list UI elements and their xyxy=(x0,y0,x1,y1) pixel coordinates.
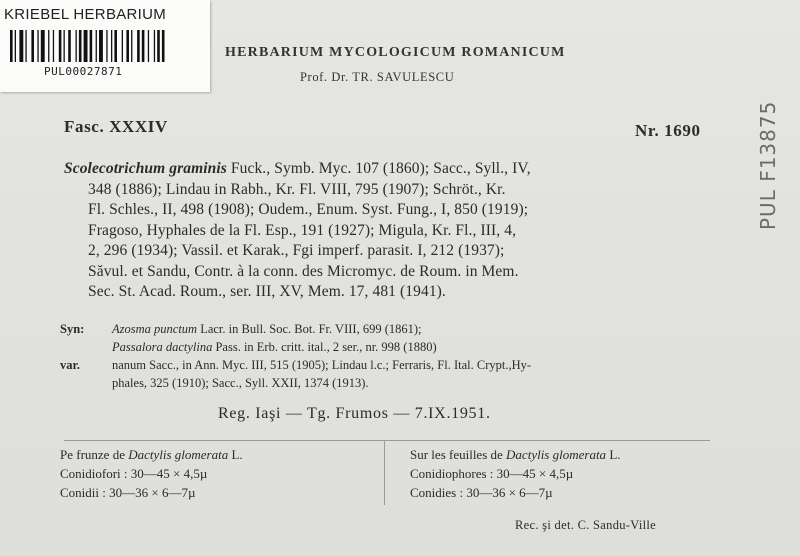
conidiophores-ro: Conidiofori : 30—45 × 4,5µ xyxy=(60,466,208,481)
variety-row xyxy=(60,374,710,392)
romanian-description xyxy=(60,445,243,502)
divider-vertical xyxy=(384,441,385,505)
ref-line: Fragoso, Hyphales de la Fl. Esp., 191 (1927); Migula, Kr. Fl., III, 4, xyxy=(88,221,517,239)
syn-key: Syn: xyxy=(60,322,85,336)
variety-ref: phales, 325 (1910); Sacc., Syll. XXII, 1374 (1913). xyxy=(112,376,369,390)
handwritten-stamp xyxy=(748,100,788,238)
taxon-name: Scolecotrichum graminis xyxy=(64,160,227,177)
conidiophores-fr: Conidiophores : 30—45 × 4,5µ xyxy=(410,466,574,481)
synonyms-block xyxy=(60,320,710,392)
collector-note: Rec. şi det. C. Sandu-Ville xyxy=(515,518,657,532)
variety-row xyxy=(60,356,710,374)
host-name: Dactylis glomerata xyxy=(506,447,607,462)
ref-line: 2, 296 (1934); Vassil. et Karak., Fgi imperf. parasit. I, 212 (1937); xyxy=(88,242,505,259)
host-prefix: Pe frunze de xyxy=(60,447,129,462)
french-description xyxy=(410,445,621,502)
synonym-ref: Lacr. in Bull. Soc. Bot. Fr. VIII, 699 (1861); xyxy=(197,322,422,336)
herbarium-title: HERBARIUM MYCOLOGICUM ROMANICUM xyxy=(225,45,566,60)
specimen-label xyxy=(0,0,210,92)
synonym-row xyxy=(60,320,710,338)
ref-line: Fuck., Symb. Myc. 107 (1860); Sacc., Syll., IV, xyxy=(226,160,531,177)
ref-line: 348 (1886); Lindau in Rabh., Kr. Fl. VIII, 795 (1907); Schröt., Kr. xyxy=(88,180,506,198)
taxon-reference xyxy=(64,159,706,303)
fascicle-number: Fasc. XXXIV xyxy=(64,117,168,136)
host-prefix: Sur les feuilles de xyxy=(410,447,507,462)
synonym-ref: Pass. in Erb. critt. ital., 2 ser., nr. 998 (1880) xyxy=(212,340,437,354)
host-suffix: L. xyxy=(606,447,621,462)
barcode-icon xyxy=(8,30,204,64)
conidia-fr: Conidies : 30—36 × 6—7µ xyxy=(410,485,553,500)
synonym-name: Azosma punctum xyxy=(112,322,198,336)
var-key: var. xyxy=(60,358,81,372)
label-title: KRIEBEL HERBARIUM xyxy=(4,6,167,23)
host-suffix: L. xyxy=(228,447,243,462)
host-name: Dactylis glomerata xyxy=(128,447,229,462)
conidia-ro: Conidii : 30—36 × 6—7µ xyxy=(60,485,196,500)
ref-line: Sec. St. Acad. Roum., ser. III, XV, Mem. 17, 481 (1941). xyxy=(88,283,446,300)
barcode-number: PUL00027871 xyxy=(44,65,123,78)
ref-line: Fl. Schles., II, 498 (1908); Oudem., Enum. Syst. Fung., I, 850 (1919); xyxy=(88,201,529,218)
herbarium-subtitle: Prof. Dr. TR. SAVULESCU xyxy=(300,70,455,84)
synonym-name: Passalora dactylina xyxy=(112,340,213,354)
locality-date: Reg. Iaşi — Tg. Frumos — 7.IX.1951. xyxy=(218,405,491,422)
stamp-number: PUL F13875 xyxy=(756,100,780,230)
variety-ref: nanum Sacc., in Ann. Myc. III, 515 (1905); Lindau l.c.; Ferraris, Fl. Ital. Crypt.,Hy- xyxy=(112,358,532,372)
divider-horizontal xyxy=(64,440,710,441)
ref-line: Săvul. et Sandu, Contr. à la conn. des Micromyc. de Roum. in Mem. xyxy=(88,262,519,280)
synonym-row xyxy=(60,338,710,356)
specimen-number: Nr. 1690 xyxy=(635,121,701,140)
